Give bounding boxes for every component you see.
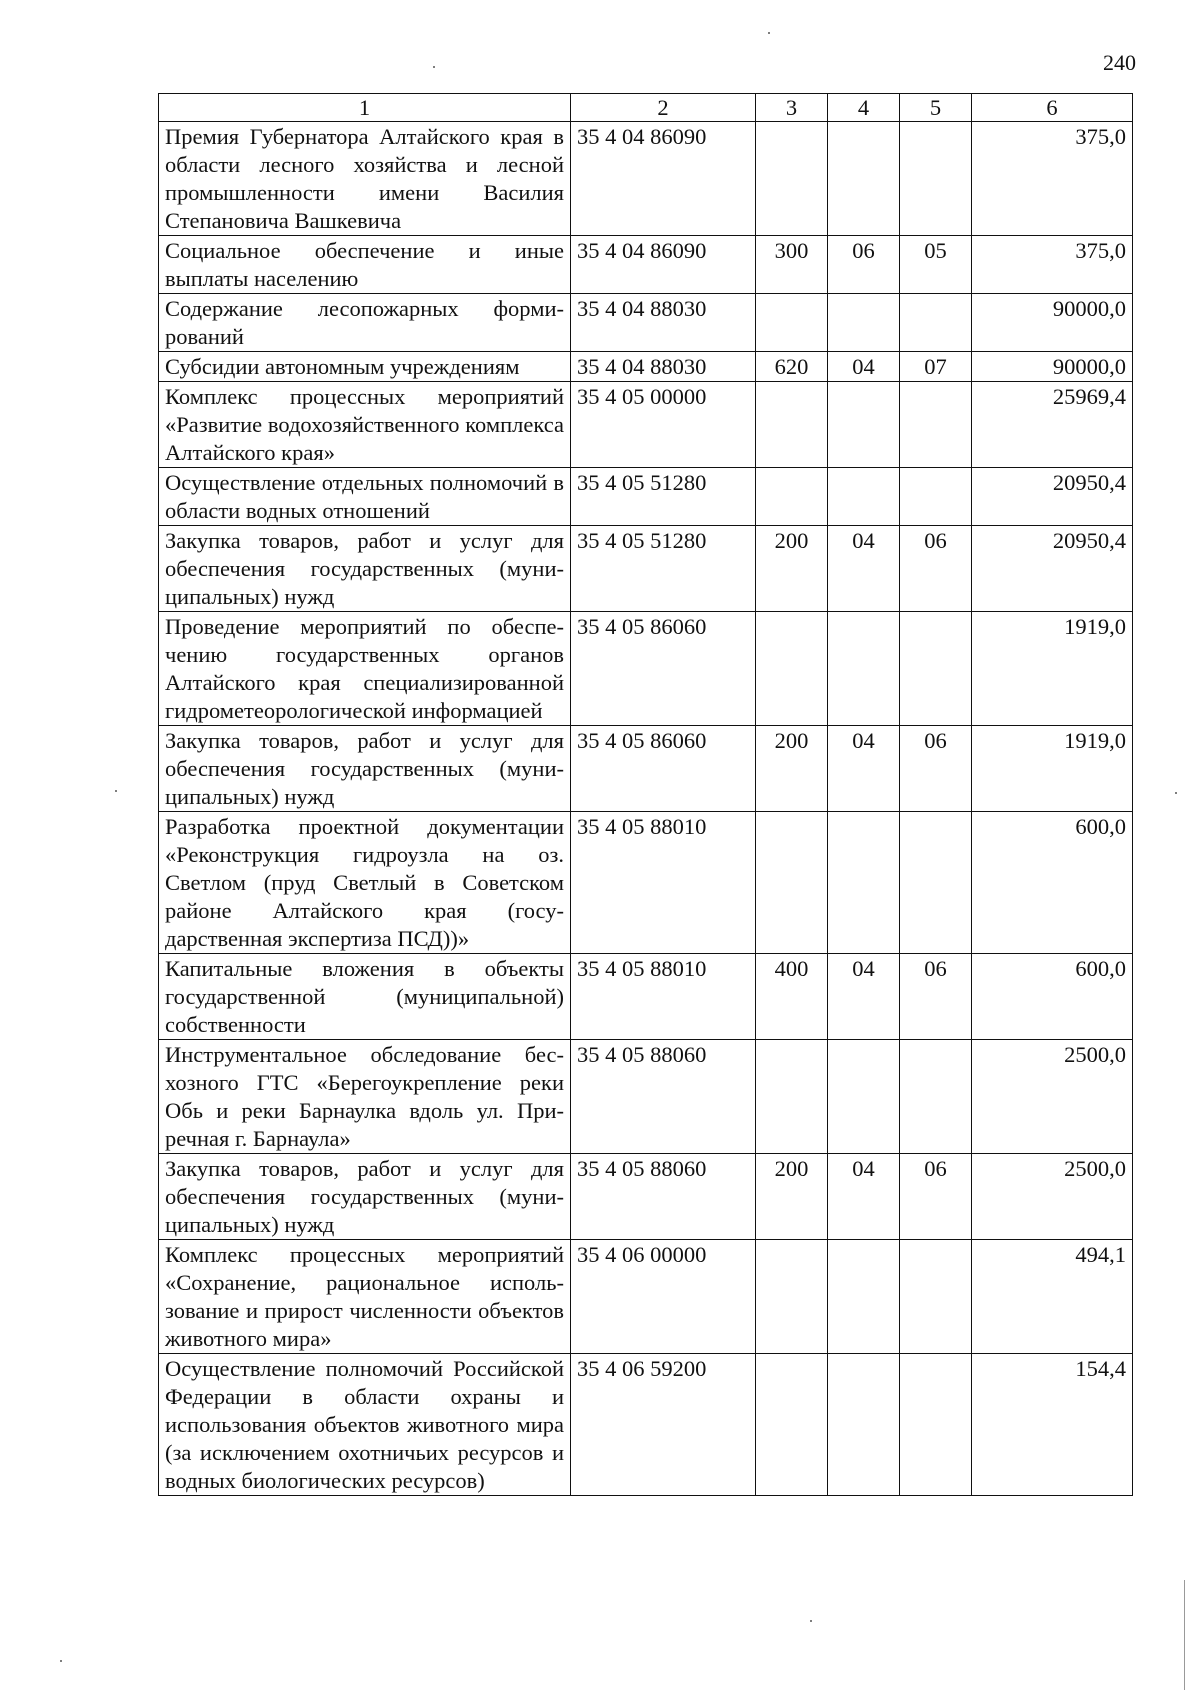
row-section-cell xyxy=(828,382,900,468)
row-expense-type-cell xyxy=(756,382,828,468)
row-section-cell xyxy=(828,294,900,352)
table-header-row xyxy=(159,94,1133,122)
row-subsection-cell: 07 xyxy=(900,352,972,382)
row-name-cell: Капитальные вложения в объекты государственной (муниципальной) собственности xyxy=(159,954,571,1040)
row-name-cell: Премия Губернатора Алтайского края в области лесного хозяйства и лесной промышленности имени Василия Степановича Вашкевича xyxy=(159,122,571,236)
row-expense-type-cell xyxy=(756,294,828,352)
row-name-cell: Комплекс процессных мероприятий «Сохранение, рациональное использование и прирост численности объектов животного мира» xyxy=(159,1240,571,1354)
column-header-1: 1 xyxy=(159,94,571,122)
row-amount-cell: 2500,0 xyxy=(972,1154,1133,1240)
row-code-cell: 35 4 06 00000 xyxy=(571,1240,756,1354)
row-expense-type-cell xyxy=(756,122,828,236)
row-code-cell: 35 4 05 88010 xyxy=(571,812,756,954)
column-header-3: 3 xyxy=(756,94,828,122)
row-name-cell: Проведение мероприятий по обеспечению государственных органов Алтайского края специализированной гидрометеорологической информацией xyxy=(159,612,571,726)
table-row xyxy=(159,612,1133,726)
row-code-cell: 35 4 04 88030 xyxy=(571,352,756,382)
column-header-5: 5 xyxy=(900,94,972,122)
row-name-cell: Разработка проектной документации «Реконструкция гидроузла на оз. Светлом (пруд Светлый в Советском районе Алтайского края (государственная экспертиза ПСД))» xyxy=(159,812,571,954)
row-name-cell: Закупка товаров, работ и услуг для обеспечения государственных (муниципальных) нужд xyxy=(159,726,571,812)
column-header-6: 6 xyxy=(972,94,1133,122)
scan-speck xyxy=(1175,792,1177,794)
row-name-cell: Комплекс процессных мероприятий «Развитие водохозяйственного комплекса Алтайского края» xyxy=(159,382,571,468)
row-section-cell: 06 xyxy=(828,236,900,294)
row-amount-cell: 1919,0 xyxy=(972,612,1133,726)
row-name-cell: Содержание лесопожарных формирований xyxy=(159,294,571,352)
row-expense-type-cell xyxy=(756,468,828,526)
row-amount-cell: 494,1 xyxy=(972,1240,1133,1354)
row-section-cell: 04 xyxy=(828,954,900,1040)
row-subsection-cell xyxy=(900,1354,972,1496)
row-section-cell xyxy=(828,812,900,954)
row-subsection-cell xyxy=(900,468,972,526)
row-section-cell: 04 xyxy=(828,1154,900,1240)
table-row xyxy=(159,812,1133,954)
row-code-cell: 35 4 05 00000 xyxy=(571,382,756,468)
row-code-cell: 35 4 05 51280 xyxy=(571,526,756,612)
row-code-cell: 35 4 05 86060 xyxy=(571,612,756,726)
scan-speck xyxy=(768,32,770,34)
row-amount-cell: 20950,4 xyxy=(972,468,1133,526)
row-name-cell: Социальное обеспечение и иные выплаты населению xyxy=(159,236,571,294)
row-expense-type-cell xyxy=(756,1040,828,1154)
row-code-cell: 35 4 05 86060 xyxy=(571,726,756,812)
row-expense-type-cell: 200 xyxy=(756,526,828,612)
row-section-cell xyxy=(828,122,900,236)
table-row xyxy=(159,236,1133,294)
row-name-cell: Осуществление полномочий Российской Федерации в области охраны и использования объектов животного мира (за исключением охотничьих ресурсов и водных биологических ресурсов) xyxy=(159,1354,571,1496)
row-subsection-cell: 06 xyxy=(900,1154,972,1240)
row-subsection-cell xyxy=(900,812,972,954)
row-section-cell: 04 xyxy=(828,726,900,812)
column-header-4: 4 xyxy=(828,94,900,122)
row-expense-type-cell: 200 xyxy=(756,726,828,812)
row-code-cell: 35 4 05 88010 xyxy=(571,954,756,1040)
row-expense-type-cell xyxy=(756,1240,828,1354)
row-subsection-cell xyxy=(900,612,972,726)
table-row xyxy=(159,294,1133,352)
row-section-cell: 04 xyxy=(828,526,900,612)
row-amount-cell: 1919,0 xyxy=(972,726,1133,812)
row-amount-cell: 2500,0 xyxy=(972,1040,1133,1154)
row-section-cell xyxy=(828,468,900,526)
row-amount-cell: 20950,4 xyxy=(972,526,1133,612)
row-expense-type-cell xyxy=(756,812,828,954)
row-amount-cell: 600,0 xyxy=(972,954,1133,1040)
scan-speck xyxy=(433,66,435,68)
row-amount-cell: 375,0 xyxy=(972,236,1133,294)
table-row xyxy=(159,1040,1133,1154)
budget-table xyxy=(158,93,1133,1496)
row-name-cell: Закупка товаров, работ и услуг для обеспечения государственных (муниципальных) нужд xyxy=(159,1154,571,1240)
scan-speck xyxy=(115,790,117,792)
row-code-cell: 35 4 05 88060 xyxy=(571,1154,756,1240)
row-subsection-cell: 06 xyxy=(900,726,972,812)
row-amount-cell: 90000,0 xyxy=(972,352,1133,382)
table-row xyxy=(159,954,1133,1040)
row-section-cell: 04 xyxy=(828,352,900,382)
row-code-cell: 35 4 04 86090 xyxy=(571,236,756,294)
row-amount-cell: 25969,4 xyxy=(972,382,1133,468)
scan-edge-line xyxy=(1184,1580,1185,1690)
scan-speck xyxy=(60,1660,62,1662)
row-expense-type-cell: 200 xyxy=(756,1154,828,1240)
row-subsection-cell: 06 xyxy=(900,526,972,612)
row-expense-type-cell xyxy=(756,612,828,726)
table-row xyxy=(159,1240,1133,1354)
table-row xyxy=(159,526,1133,612)
row-section-cell xyxy=(828,1240,900,1354)
row-name-cell: Инструментальное обследование бесхозного ГТС «Берегоукрепление реки Обь и реки Барнаулка вдоль ул. Приречная г. Барнаула» xyxy=(159,1040,571,1154)
row-amount-cell: 600,0 xyxy=(972,812,1133,954)
table-body xyxy=(159,122,1133,1496)
row-code-cell: 35 4 04 86090 xyxy=(571,122,756,236)
row-code-cell: 35 4 06 59200 xyxy=(571,1354,756,1496)
table-row xyxy=(159,352,1133,382)
table-row xyxy=(159,382,1133,468)
table-row xyxy=(159,726,1133,812)
row-code-cell: 35 4 05 88060 xyxy=(571,1040,756,1154)
row-subsection-cell: 05 xyxy=(900,236,972,294)
row-expense-type-cell xyxy=(756,1354,828,1496)
row-section-cell xyxy=(828,612,900,726)
row-amount-cell: 375,0 xyxy=(972,122,1133,236)
row-name-cell: Закупка товаров, работ и услуг для обеспечения государственных (муниципальных) нужд xyxy=(159,526,571,612)
row-amount-cell: 154,4 xyxy=(972,1354,1133,1496)
row-amount-cell: 90000,0 xyxy=(972,294,1133,352)
row-subsection-cell xyxy=(900,294,972,352)
page-number: 240 xyxy=(1103,50,1136,75)
table-row xyxy=(159,122,1133,236)
row-code-cell: 35 4 05 51280 xyxy=(571,468,756,526)
row-expense-type-cell: 300 xyxy=(756,236,828,294)
row-name-cell: Субсидии автономным учреждениям xyxy=(159,352,571,382)
row-expense-type-cell: 400 xyxy=(756,954,828,1040)
row-code-cell: 35 4 04 88030 xyxy=(571,294,756,352)
table-row xyxy=(159,1354,1133,1496)
scan-speck xyxy=(810,1620,812,1622)
table-row xyxy=(159,1154,1133,1240)
row-subsection-cell xyxy=(900,1240,972,1354)
row-subsection-cell: 06 xyxy=(900,954,972,1040)
row-subsection-cell xyxy=(900,122,972,236)
table-row xyxy=(159,468,1133,526)
row-expense-type-cell: 620 xyxy=(756,352,828,382)
row-section-cell xyxy=(828,1354,900,1496)
column-header-2: 2 xyxy=(571,94,756,122)
row-section-cell xyxy=(828,1040,900,1154)
row-subsection-cell xyxy=(900,382,972,468)
row-name-cell: Осуществление отдельных полномочий в области водных отношений xyxy=(159,468,571,526)
row-subsection-cell xyxy=(900,1040,972,1154)
